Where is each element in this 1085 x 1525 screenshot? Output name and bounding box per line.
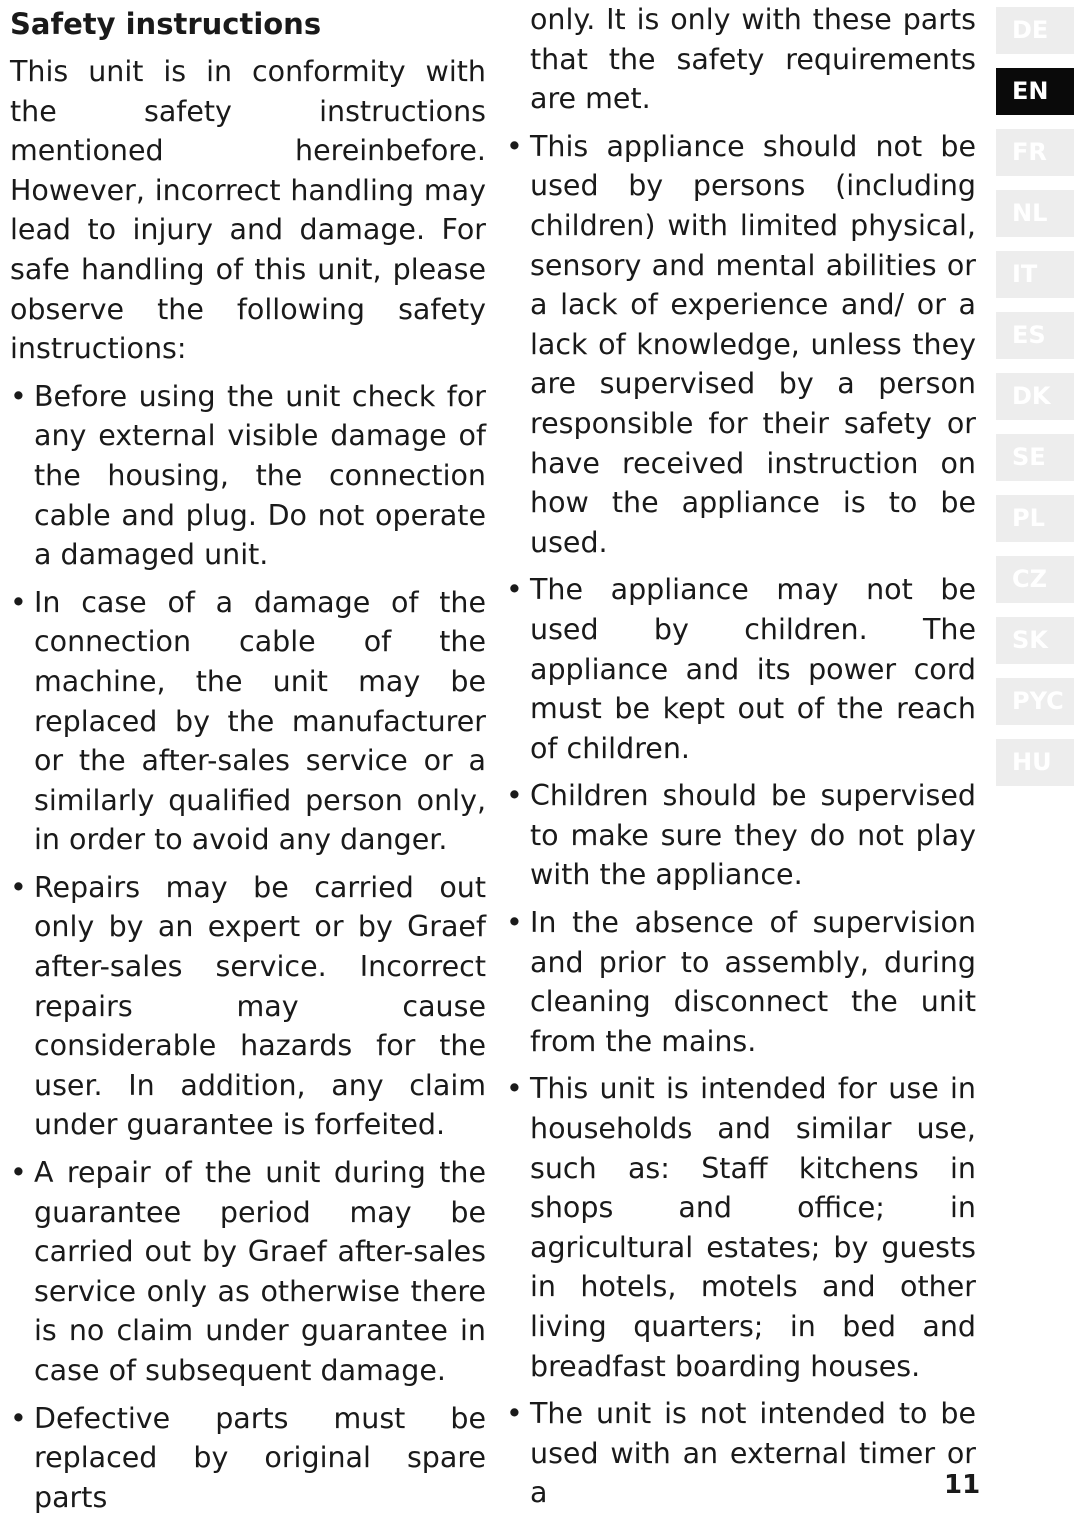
bullet-dot: • xyxy=(506,1072,523,1106)
bullet-text: A repair of the unit during the guarantee period may be carried out by Graef after-sales service only as otherwise there is no claim under guarantee in case of subsequent damage. xyxy=(34,1156,486,1387)
lang-tab-pl[interactable]: PL xyxy=(996,495,1074,542)
lang-tab-de[interactable]: DE xyxy=(996,7,1074,54)
section-heading: Safety instructions xyxy=(10,7,322,41)
bullet-dot: • xyxy=(506,573,523,607)
lang-tab-sk[interactable]: SK xyxy=(996,617,1074,664)
lang-tab-cz[interactable]: CZ xyxy=(996,556,1074,603)
bullet-text: The unit is not intended to be used with an external timer or a xyxy=(530,1397,976,1510)
lang-tab-nl[interactable]: NL xyxy=(996,190,1074,237)
lang-tab-es[interactable]: ES xyxy=(996,312,1074,359)
lang-tab-se[interactable]: SE xyxy=(996,434,1074,481)
bullet-text: This appliance should not be used by persons (including children) with limited physical, sensory and mental abilities or a lack of experience and/ or a lack of knowledge, unless they are supervised by a person responsible for their safety or have received instruction on how the appliance is to be used. xyxy=(530,129,976,559)
bullet-dot: • xyxy=(10,1401,27,1435)
bullet-dot: • xyxy=(506,779,523,813)
bullet-item xyxy=(10,377,486,575)
bullet-item xyxy=(506,570,976,768)
bullet-dot: • xyxy=(506,1397,523,1431)
bullet-item xyxy=(506,776,976,895)
lang-tab-it[interactable]: IT xyxy=(996,251,1074,298)
bullet-item xyxy=(506,1394,976,1513)
bullet-text: Children should be supervised to make sure they do not play with the appliance. xyxy=(530,779,976,892)
bullet-item xyxy=(10,583,486,860)
bullet-item xyxy=(506,127,976,563)
bullet-dot: • xyxy=(10,379,27,413)
right-column xyxy=(506,0,976,1521)
bullet-text: This unit is intended for use in households and similar use, such as: Staff kitchens in shops and office; in agricultural estates; by guests in hotels, motels and other living quarters; in bed and breadfast boarding houses. xyxy=(530,1072,976,1383)
bullet-dot: • xyxy=(10,870,27,904)
bullet-item xyxy=(10,1153,486,1391)
bullet-text: Defective parts must be replaced by original spare parts xyxy=(34,1401,486,1514)
lang-tab-pyc[interactable]: PYC xyxy=(996,678,1074,725)
bullet-item xyxy=(506,1069,976,1386)
bullet-text: The appliance may not be used by children. The appliance and its power cord must be kept out of the reach of children. xyxy=(530,573,976,765)
bullet-item xyxy=(10,1399,486,1518)
bullet-dot: • xyxy=(506,906,523,940)
bullet-text: Repairs may be carried out only by an expert or by Graef after-sales service. Incorrect repairs may cause considerable hazards for the user. In addition, any claim under guarantee is forfeited. xyxy=(34,870,486,1142)
bullet-text: In the absence of supervision and prior to assembly, during cleaning disconnect the unit from the mains. xyxy=(530,906,976,1058)
bullet-dot: • xyxy=(506,129,523,163)
bullet-text: Before using the unit check for any external visible damage of the housing, the connection cable and plug. Do not operate a damaged unit. xyxy=(34,379,486,572)
bullet-dot: • xyxy=(10,585,27,619)
left-column xyxy=(10,0,486,1525)
lang-tab-fr[interactable]: FR xyxy=(996,129,1074,176)
bullet-dot: • xyxy=(10,1156,27,1190)
intro-paragraph: This unit is in conformity with the safety instructions mentioned hereinbefore. However, incorrect handling may lead to injury and damage. For safe handling of this unit, please observe the following safety instructions: xyxy=(10,55,486,366)
lang-tab-hu[interactable]: HU xyxy=(996,739,1074,786)
left-bullet-list xyxy=(10,377,486,1518)
continued-text: only. It is only with these parts that the safety requirements are met. xyxy=(530,3,976,116)
language-tabs xyxy=(996,7,1074,800)
right-bullet-list xyxy=(506,127,976,1513)
bullet-text: In case of a damage of the connection cable of the machine, the unit may be replaced by the manufacturer or the after-sales service or a similarly qualified person only, in order to avoid any danger. xyxy=(34,585,486,857)
page-number: 11 xyxy=(944,1470,981,1500)
bullet-item xyxy=(506,903,976,1061)
lang-tab-dk[interactable]: DK xyxy=(996,373,1074,420)
lang-tab-en[interactable]: EN xyxy=(996,68,1074,115)
bullet-item xyxy=(10,868,486,1145)
